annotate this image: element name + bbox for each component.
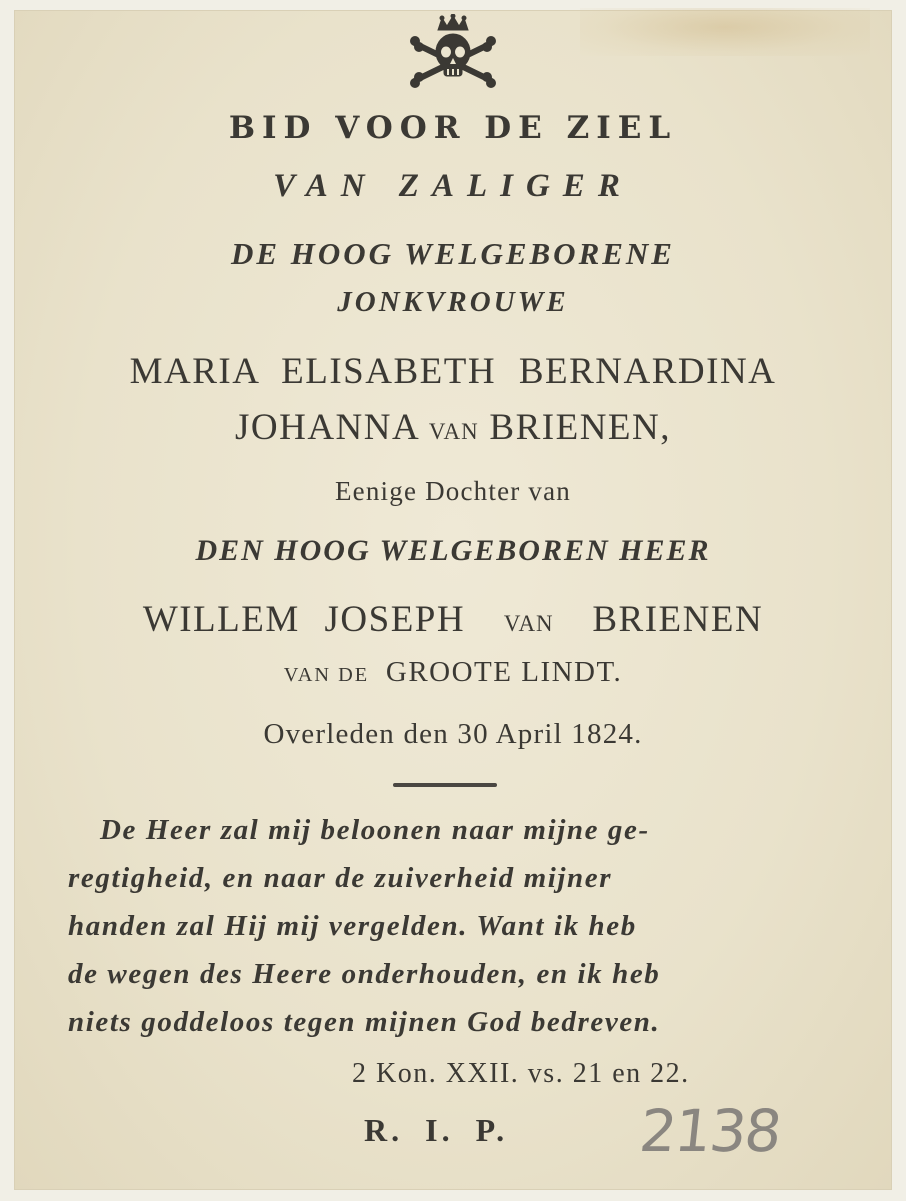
rip-line: R. I. P. (364, 1112, 509, 1148)
name-line-1: MARIA ELISABETH BERNARDINA (129, 351, 777, 392)
father-surname: BRIENEN (592, 599, 764, 640)
estate-particle: VAN DE (283, 664, 370, 686)
verse-line-2: regtigheid, en naar de zuiverheid mijner (68, 862, 613, 894)
verse-line-5: niets goddeloos tegen mijnen God bedreven. (68, 1006, 661, 1038)
scripture-reference: 2 Kon. XXII. vs. 21 en 22. (352, 1058, 690, 1089)
name-line-2 (14, 406, 892, 449)
name-line-2-first: JOHANNA (234, 407, 419, 448)
heading-line-4: JONKVROUWE (337, 286, 569, 318)
name-line-2-particle: VAN (428, 419, 479, 444)
name-line-2-surname: BRIENEN, (489, 407, 671, 448)
crowned-skull-and-crossbones-icon (408, 14, 498, 90)
heading-line-1: BID VOOR DE ZIEL (228, 110, 678, 146)
estate-line (14, 656, 892, 689)
verse-line-3: handen zal Hij mij vergelden. Want ik heb (68, 910, 637, 942)
estate-name: GROOTE LINDT. (385, 656, 623, 688)
handwritten-catalog-number: 2138 (636, 1097, 784, 1165)
verse-line-1: De Heer zal mij beloonen naar mijne ge- (100, 814, 650, 846)
heading-line-3: DE HOOG WELGEBORENE (230, 236, 675, 271)
divider-rule (393, 783, 497, 787)
father-title-line: DEN HOOG WELGEBOREN HEER (195, 534, 711, 567)
heading-line-2: VAN ZALIGER (273, 168, 633, 204)
father-particle: VAN (503, 611, 554, 636)
father-name-line (14, 598, 892, 641)
father-given-names: WILLEM JOSEPH (142, 599, 466, 640)
death-date-line: Overleden den 30 April 1824. (263, 718, 643, 750)
daughter-line: Eenige Dochter van (334, 476, 571, 506)
paper-stain (580, 8, 870, 56)
verse-line-4: de wegen des Heere onderhouden, en ik heb (68, 958, 661, 990)
